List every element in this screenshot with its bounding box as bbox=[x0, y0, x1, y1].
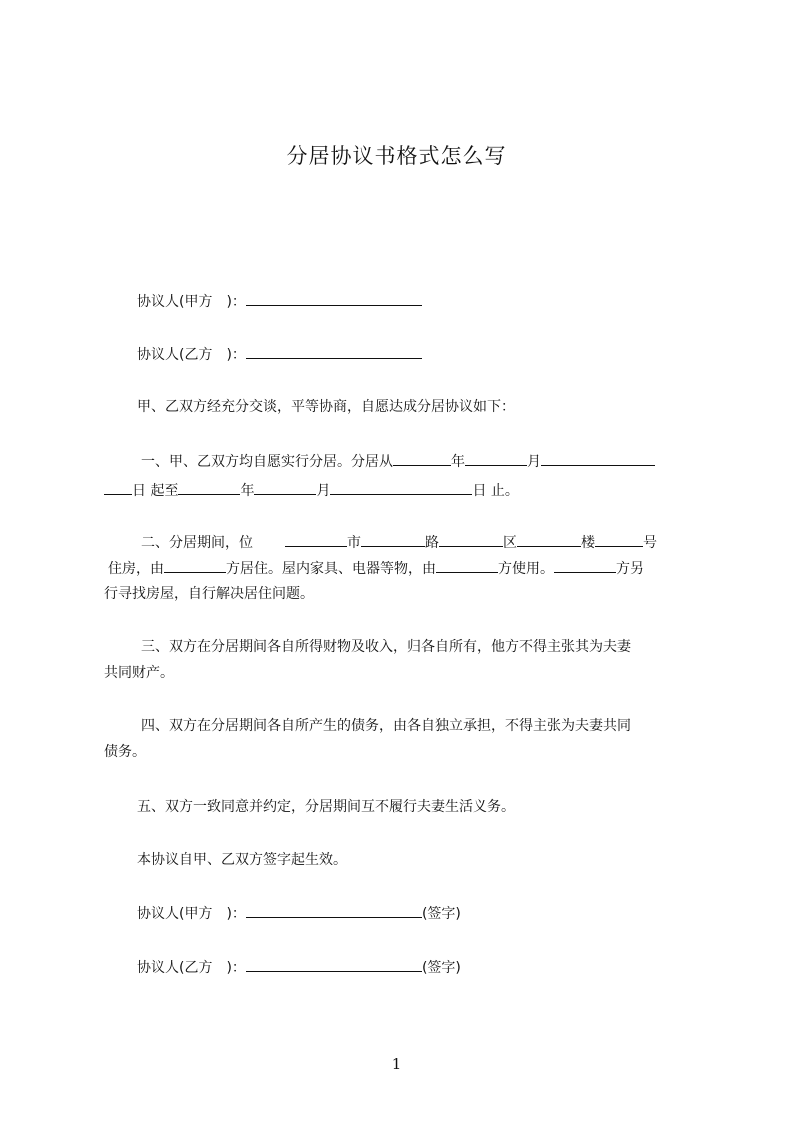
document-title: 分居协议书格式怎么写 bbox=[286, 144, 507, 168]
other-label: 方另 bbox=[616, 561, 644, 577]
signature-b-label: 协议人(乙方 )： bbox=[137, 960, 246, 976]
start-day-blank-cont[interactable] bbox=[104, 480, 132, 495]
end-start-label: 日 起至 bbox=[132, 483, 179, 499]
house-label: 住房，由 bbox=[108, 561, 164, 577]
start-day-blank[interactable] bbox=[541, 451, 655, 466]
road-blank[interactable] bbox=[361, 532, 425, 547]
party-a-blank[interactable] bbox=[246, 291, 422, 306]
clause-1-prefix: 一、甲、乙双方均自愿实行分居。分居从 bbox=[141, 454, 393, 470]
clause-1-line-1 bbox=[141, 451, 655, 472]
clause-2-line-1 bbox=[141, 532, 657, 553]
use-label: 方使用。 bbox=[498, 561, 554, 577]
start-year-label: 年 bbox=[451, 454, 465, 470]
number-label: 号 bbox=[643, 535, 657, 551]
clause-1-line-2 bbox=[104, 480, 519, 501]
building-label: 楼 bbox=[581, 535, 595, 551]
city-blank[interactable] bbox=[285, 532, 347, 547]
clause-2-line-2 bbox=[108, 558, 644, 579]
start-month-blank[interactable] bbox=[465, 451, 527, 466]
clause-5: 五、双方一致同意并约定，分居期间互不履行夫妻生活义务。 bbox=[137, 799, 515, 815]
clause-4-line-2: 债务。 bbox=[104, 744, 146, 760]
page-number: 1 bbox=[391, 1055, 402, 1073]
end-year-blank[interactable] bbox=[178, 480, 240, 495]
end-year-label: 年 bbox=[240, 483, 255, 499]
party-a-line bbox=[137, 291, 422, 312]
intro-text: 甲、乙双方经充分交谈，平等协商，自愿达成分居协议如下： bbox=[137, 399, 515, 415]
party-b-label: 协议人(乙方 )： bbox=[137, 347, 246, 363]
district-blank[interactable] bbox=[439, 532, 503, 547]
start-month-label: 月 bbox=[527, 454, 541, 470]
resident-party-blank[interactable] bbox=[164, 558, 226, 573]
clause-2-line-3: 行寻找房屋，自行解决居住问题。 bbox=[104, 586, 314, 602]
end-month-label: 月 bbox=[316, 483, 331, 499]
clause-3-line-1: 三、双方在分居期间各自所得财物及收入，归各自所有，他方不得主张其为夫妻 bbox=[141, 639, 631, 655]
live-label: 方居住。屋内家具、电器等物，由 bbox=[226, 561, 436, 577]
signature-b-blank[interactable] bbox=[246, 957, 422, 972]
city-label: 市 bbox=[347, 535, 361, 551]
party-a-label: 协议人(甲方 )： bbox=[137, 294, 246, 310]
signature-a-line bbox=[137, 903, 461, 924]
clause-2-prefix: 二、分居期间，位 bbox=[141, 535, 253, 551]
building-blank[interactable] bbox=[517, 532, 581, 547]
district-label: 区 bbox=[503, 535, 517, 551]
road-label: 路 bbox=[425, 535, 439, 551]
party-b-blank[interactable] bbox=[246, 344, 422, 359]
end-day-label: 日 止。 bbox=[472, 483, 519, 499]
party-b-line bbox=[137, 344, 422, 365]
clause-3-line-2: 共同财产。 bbox=[104, 665, 174, 681]
signature-a-blank[interactable] bbox=[246, 903, 422, 918]
clause-4-line-1: 四、双方在分居期间各自所产生的债务，由各自独立承担，不得主张为夫妻共同 bbox=[141, 718, 631, 734]
signature-a-label: 协议人(甲方 )： bbox=[137, 906, 246, 922]
end-day-blank[interactable] bbox=[330, 480, 472, 495]
effective-clause: 本协议自甲、乙双方签字起生效。 bbox=[137, 852, 347, 868]
number-blank[interactable] bbox=[595, 532, 643, 547]
signature-b-line bbox=[137, 957, 461, 978]
end-month-blank[interactable] bbox=[254, 480, 316, 495]
user-party-blank[interactable] bbox=[436, 558, 498, 573]
start-year-blank[interactable] bbox=[393, 451, 451, 466]
other-party-blank[interactable] bbox=[554, 558, 616, 573]
signature-a-suffix: (签字) bbox=[421, 906, 461, 922]
signature-b-suffix: (签字) bbox=[421, 960, 461, 976]
